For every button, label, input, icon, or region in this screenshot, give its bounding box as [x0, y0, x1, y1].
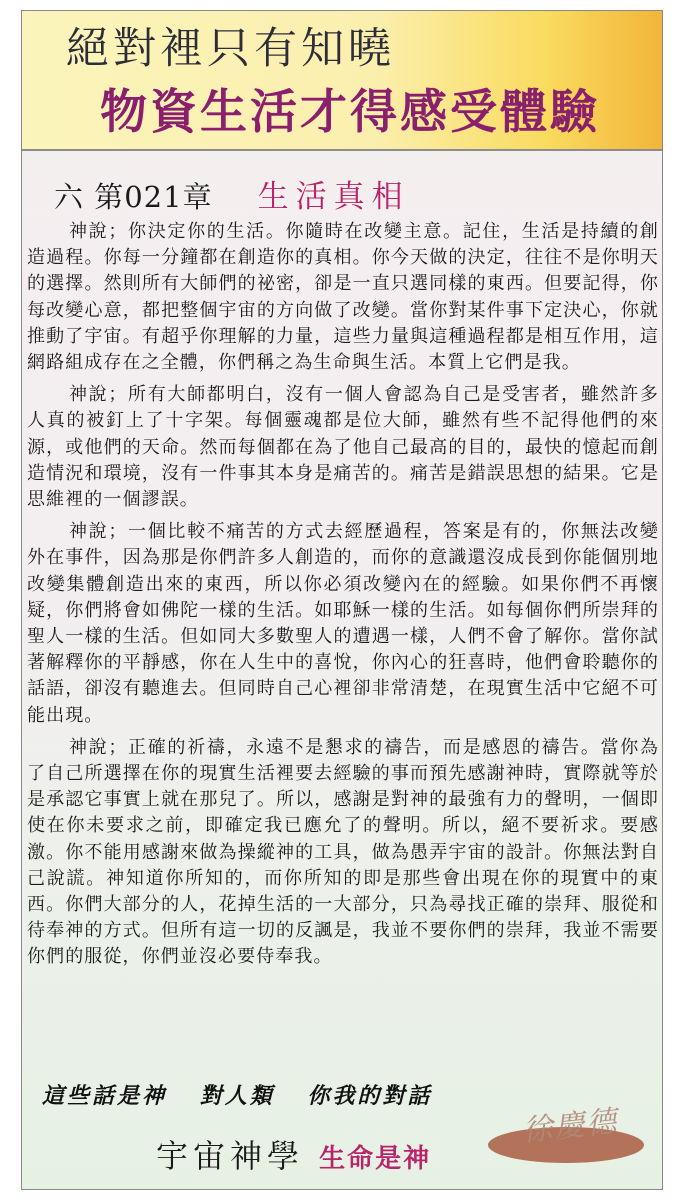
article-page	[21, 10, 663, 1190]
footer-tagline	[42, 1079, 454, 1110]
tagline-part-1: 這些話是神	[42, 1083, 168, 1109]
chapter-title: 生活真相	[257, 179, 410, 215]
paragraph: 神說；正確的祈禱，永遠不是懇求的禱告，而是感恩的禱告。當你為了自己所選擇在你的現實生活裡要去經驗的事而預先感謝神時，實際就等於是承認它事實上就在那兒了。所以，感謝是對神的最強有力的聲明，一個即使在你未要求之前，即確定我已應允了的聲明。所以，絕不要祈求。要感激。你不能用感謝來做為操縱神的工具，做為愚弄宇宙的設計。你無法對自己說謊。神知道你所知的，而你所知的即是那些會出現在你的現實中的東西。你們大部分的人，花掉生活的一大部分，只為尋找正確的崇拜、服從和待奉神的方式。但所有這一切的反諷是，我並不要你們的崇拜，我並不需要你們的服從，你們並沒必要侍奉我。	[27, 736, 659, 968]
title-line-1: 絕對裡只有知曉	[66, 24, 395, 74]
tagline-part-3: 你我的對話	[307, 1083, 433, 1109]
brand-slogan: 生命是神	[319, 1144, 432, 1174]
tagline-part-2: 對人類	[199, 1083, 275, 1109]
title-line-2: 物資生活才得感受體驗	[100, 85, 600, 140]
footer-brand	[156, 1131, 431, 1177]
paragraph: 神說；你決定你的生活。你隨時在改變主意。記住，生活是持續的創造過程。你每一分鐘都在創造你的真相。你今天做的決定，往往不是你明天的選擇。然則所有大師們的祕密，卻是一直只選同樣的東西。但要記得，你每改變心意，都把整個宇宙的方向做了改變。當你對某件事下定決心，你就推動了宇宙。有超乎你理解的力量，這些力量與這種過程都是相互作用，這網路組成存在之全體，你們稱之為生命與生活。本質上它們是我。	[27, 221, 659, 374]
chapter-number: 六 第021章	[54, 180, 213, 214]
header-banner	[22, 11, 662, 151]
chapter-heading	[54, 171, 410, 215]
paragraph: 神說；一個比較不痛苦的方式去經歷過程，答案是有的，你無法改變外在事件，因為那是你們許多人創造的，而你的意識還沒成長到你能個別地改變集體創造出來的東西，所以你必須改變內在的經驗。如果你們不再懷疑，你們將會如佛陀一樣的生活。如耶穌一樣的生活。如每個你們所崇拜的聖人一樣的生活。但如同大多數聖人的遭遇一樣，人們不會了解你。當你試著解釋你的平靜感，你在人生中的喜悅，你內心的狂喜時，他們會聆聽你的話語，卻沒有聽進去。但同時自己心裡卻非常清楚，在現實生活中它絕不可能出現。	[27, 521, 659, 726]
paragraph: 神說；所有大師都明白，沒有一個人會認為自己是受害者，雖然許多人真的被釘上了十字架。每個靈魂都是位大師，雖然有些不記得他們的來源，或他們的天命。然而每個都在為了他自己最高的目的，最快的憶起而創造情況和環境，沒有一件事其本身是痛苦的。痛苦是錯誤思想的結果。它是思維裡的一個謬誤。	[27, 384, 659, 511]
brand-name: 宇宙神學	[156, 1137, 305, 1175]
author-signature: 徐慶德	[520, 1104, 620, 1149]
article-body	[27, 219, 659, 977]
